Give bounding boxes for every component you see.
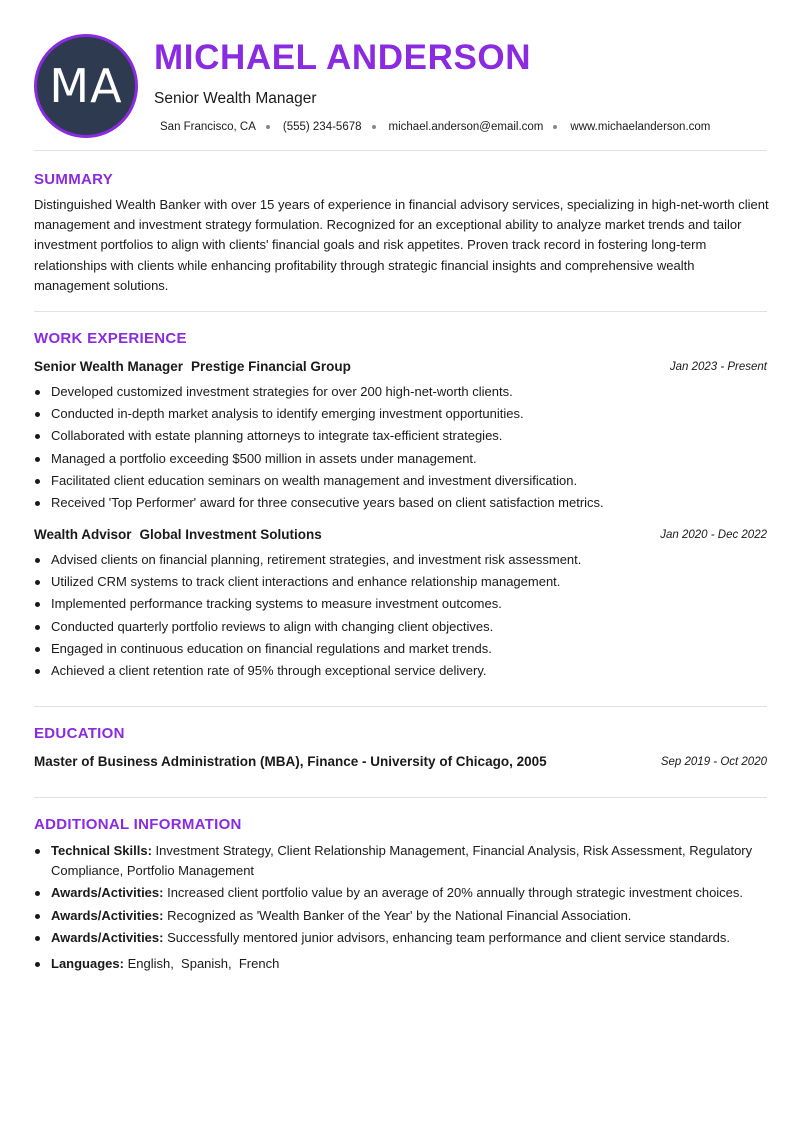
list-item: Managed a portfolio exceeding $500 million in assets under management.	[34, 448, 767, 470]
job-dates: Jan 2023 - Present	[669, 361, 767, 373]
contact-line	[160, 121, 710, 133]
list-item: Conducted in-depth market analysis to identify emerging investment opportunities.	[34, 403, 767, 425]
item-text: Investment Strategy, Client Relationship Management, Financial Analysis, Risk Assessment, Regulatory Compliance, Portfolio Management	[51, 843, 753, 878]
divider	[34, 150, 767, 151]
experience-heading: WORK EXPERIENCE	[34, 330, 187, 347]
contact-location: San Francisco, CA	[160, 121, 256, 133]
list-item	[34, 883, 767, 903]
candidate-name: MICHAEL ANDERSON	[154, 38, 532, 77]
item-label: Awards/Activities:	[51, 907, 164, 923]
list-item: Facilitated client education seminars on wealth management and investment diversification.	[34, 470, 767, 492]
education-degree: Master of Business Administration (MBA), Finance - University of Chicago, 2005	[34, 754, 547, 769]
education-entry	[34, 754, 767, 769]
list-item: Advised clients on financial planning, retirement strategies, and investment risk assessment.	[34, 549, 767, 571]
education-heading: EDUCATION	[34, 725, 125, 742]
separator-dot	[553, 125, 557, 129]
contact-phone: (555) 234-5678	[282, 121, 362, 133]
item-text: Recognized as 'Wealth Banker of the Year' by the National Financial Association.	[163, 907, 632, 923]
item-text: English, Spanish, French	[123, 955, 280, 971]
list-item	[34, 954, 767, 974]
separator-dot	[266, 125, 270, 129]
list-item: Utilized CRM systems to track client interactions and enhance relationship management.	[34, 571, 767, 593]
resume-header	[34, 34, 767, 150]
list-item: Implemented performance tracking systems to measure investment outcomes.	[34, 593, 767, 615]
additional-list	[34, 841, 767, 976]
divider	[34, 311, 767, 312]
separator-dot	[372, 125, 376, 129]
job-company: Prestige Financial Group	[191, 359, 351, 374]
job-header	[34, 527, 767, 542]
job-role: Wealth Advisor	[34, 527, 132, 542]
item-label: Awards/Activities:	[51, 930, 164, 945]
education-dates: Sep 2019 - Oct 2020	[660, 756, 767, 768]
divider	[34, 706, 767, 707]
item-label: Technical Skills:	[51, 843, 152, 858]
list-item: Received 'Top Performer' award for three consecutive years based on client satisfaction metrics.	[34, 492, 767, 514]
job-bullet-list	[34, 549, 767, 682]
list-item: Achieved a client retention rate of 95% through exceptional service delivery.	[34, 660, 767, 682]
list-item	[34, 906, 767, 926]
additional-heading: ADDITIONAL INFORMATION	[34, 816, 242, 833]
avatar	[34, 34, 138, 138]
job-role: Senior Wealth Manager	[34, 359, 184, 374]
list-item: Developed customized investment strategies for over 200 high-net-worth clients.	[34, 381, 767, 403]
contact-website[interactable]: www.michaelanderson.com	[570, 121, 711, 133]
item-text: Increased client portfolio value by an average of 20% annually through strategic investment choices.	[163, 885, 744, 900]
job-bullet-list	[34, 381, 767, 514]
list-item	[34, 841, 767, 880]
summary-heading: SUMMARY	[34, 171, 114, 188]
list-item: Conducted quarterly portfolio reviews to align with changing client objectives.	[34, 616, 767, 638]
avatar-initials: MA	[49, 59, 123, 113]
summary-text: Distinguished Wealth Banker with over 15 years of experience in financial advisory services, specializing in high-net-worth client management and investment strategy formulation. Recognized for an exceptional ability to analyze market trends and tailor investment portfolios to align with clients' financial goals and risk appetites. Proven track record in fostering long-term relationships with clients while enhancing profitability through strategic financial insights and comprehensive wealth management solutions.	[34, 197, 769, 293]
list-item: Collaborated with estate planning attorneys to integrate tax-efficient strategies.	[34, 425, 767, 447]
list-item: Engaged in continuous education on financial regulations and market trends.	[34, 638, 767, 660]
job-dates: Jan 2020 - Dec 2022	[660, 529, 767, 541]
item-text: Successfully mentored junior advisors, enhancing team performance and client service standards.	[163, 930, 730, 945]
list-item	[34, 928, 767, 948]
contact-email[interactable]: michael.anderson@email.com	[388, 121, 544, 133]
item-label: Awards/Activities:	[51, 885, 164, 900]
candidate-title: Senior Wealth Manager	[154, 90, 317, 107]
job-company: Global Investment Solutions	[139, 527, 322, 542]
job-header	[34, 359, 767, 374]
divider	[34, 797, 767, 798]
item-label: Languages:	[51, 955, 124, 971]
